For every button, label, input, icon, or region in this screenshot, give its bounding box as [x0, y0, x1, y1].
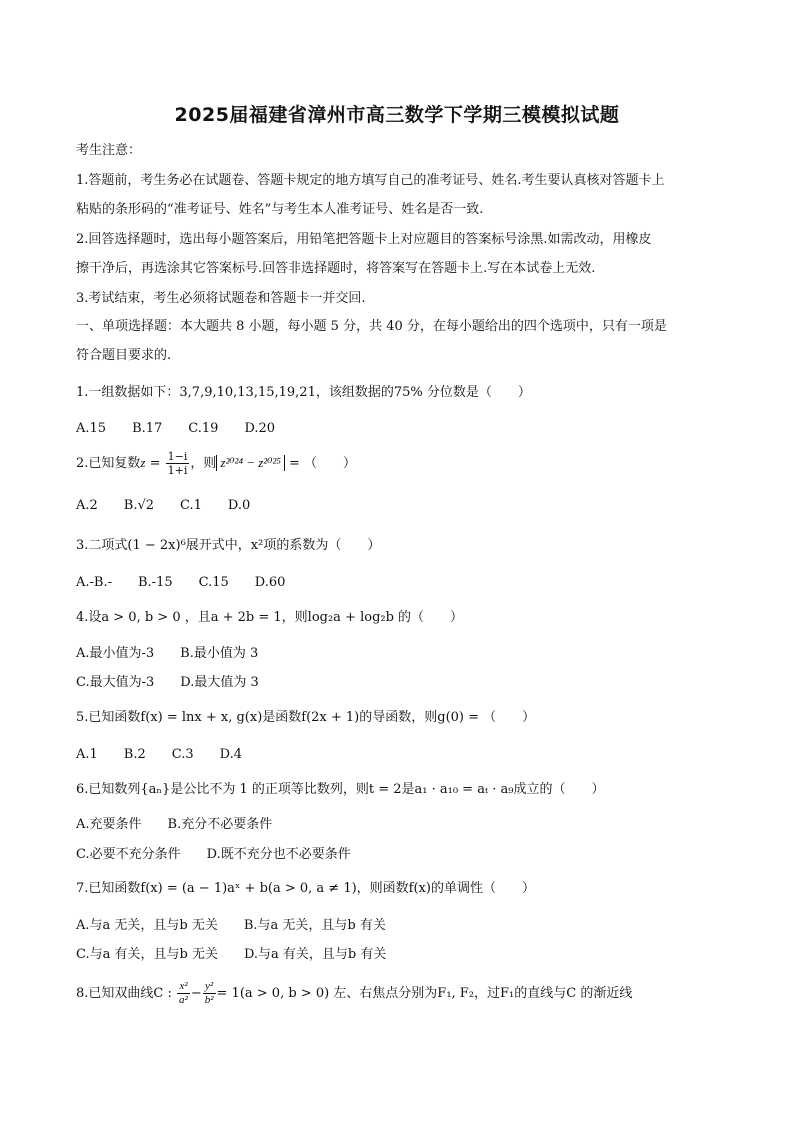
q2-option-b-value: √2 — [137, 498, 155, 513]
q2-z: z — [140, 455, 146, 470]
q2-option-rest: C.1 D.0 — [154, 498, 251, 513]
question-2-text — [76, 449, 726, 478]
q2-eq: = — [145, 456, 165, 471]
question-3-options: A.-B.- B.-15 C.15 D.60 — [76, 575, 286, 590]
question-4-text: 4.设a > 0, b > 0 ，且a + 2b = 1，则log₂a + log₂b 的（ ） — [76, 610, 464, 625]
section-heading-line-1: 一、单项选择题：本大题共 8 小题，每小题 5 分，共 40 分，在每小题给出的四个选项中，只有一项是 — [76, 319, 667, 334]
note-line-5: 3.考试结束，考生必须将试题卷和答题卡一并交回. — [76, 291, 366, 306]
q8-fraction-y-numerator: y² — [203, 980, 216, 994]
question-1-options: A.15 B.17 C.19 D.20 — [76, 421, 276, 436]
note-line-4: 擦干净后，再选涂其它答案标号.回答非选择题时，将答案写在答题卡上.写在本试卷上无效. — [76, 261, 596, 276]
q8-fraction-y-denominator: b² — [204, 994, 214, 1006]
question-7-options-1: A.与a 无关，且与b 无关 B.与a 无关，且与b 有关 — [76, 918, 386, 933]
q8-fraction-x-denominator: a² — [179, 994, 188, 1006]
q2-fraction-numerator: 1−i — [167, 450, 188, 463]
q8-prefix: 8.已知双曲线C : — [76, 986, 176, 1001]
question-7-options-2: C.与a 有关，且与b 无关 D.与a 有关，且与b 有关 — [76, 947, 387, 962]
question-1-text: 1.一组数据如下：3,7,9,10,13,15,19,21，该组数据的75% 分位数是（ ） — [76, 385, 531, 400]
q2-fraction — [166, 450, 190, 477]
q8-rest: = 1(a > 0, b > 0) 左、右焦点分别为F₁, F₂，过F₁的直线与C 的渐近线 — [216, 986, 633, 1001]
question-4-options-1: A.最小值为-3 B.最小值为 3 — [76, 646, 259, 661]
q2-abs-expression: z²⁰²⁴ − z²⁰²⁵ — [216, 455, 284, 471]
note-line-2: 粘贴的条形码的“准考证号、姓名”与考生本人准考证号、姓名是否一致. — [76, 202, 484, 217]
question-6-options-1: A.充要条件 B.充分不必要条件 — [76, 817, 273, 832]
question-7-text: 7.已知函数f(x) = (a − 1)aˣ + b(a > 0, a ≠ 1)，则函数f(x)的单调性（ ） — [76, 881, 535, 896]
note-line-3: 2.回答选择题时，选出每小题答案后，用铅笔把答题卡上对应题目的答案标号涂黑.如需改动，用橡皮 — [76, 232, 652, 247]
q2-tail: = （ ） — [284, 456, 357, 471]
q8-fraction-x-numerator: x² — [177, 980, 190, 994]
q2-option-a: A.2 B. — [76, 498, 138, 513]
q2-prefix: 2.已知复数 — [76, 456, 141, 471]
question-6-text: 6.已知数列{aₙ}是公比不为 1 的正项等比数列，则t = 2是a₁ · a₁₀ = aₜ · a₉成立的（ ） — [76, 782, 605, 797]
question-6-options-2: C.必要不充分条件 D.既不充分也不必要条件 — [76, 847, 351, 862]
page-title: 2025届福建省漳州市高三数学下学期三模模拟试题 — [174, 104, 620, 126]
q8-minus: − — [190, 986, 202, 1001]
question-5-text: 5.已知函数f(x) = lnx + x, g(x)是函数f(2x + 1)的导函数，则g(0) = （ ） — [76, 710, 536, 725]
question-4-options-2: C.最大值为-3 D.最大值为 3 — [76, 675, 259, 690]
section-heading-line-2: 符合题目要求的. — [76, 348, 172, 363]
q8-fraction-x — [177, 980, 190, 1007]
q2-fraction-denominator: 1+i — [167, 464, 188, 477]
q8-fraction-y — [203, 980, 216, 1007]
notice-heading: 考生注意： — [76, 143, 142, 158]
note-line-1: 1.答题前，考生务必在试题卷、答题卡规定的地方填写自己的准考证号、姓名.考生要认真核对答题卡上 — [76, 173, 665, 188]
question-5-options: A.1 B.2 C.3 D.4 — [76, 747, 242, 762]
q2-then: ，则 — [190, 456, 217, 471]
question-8-text — [76, 980, 726, 1008]
question-2-options — [76, 497, 726, 515]
question-3-text: 3.二项式(1 − 2x)⁶展开式中，x²项的系数为（ ） — [76, 538, 381, 553]
